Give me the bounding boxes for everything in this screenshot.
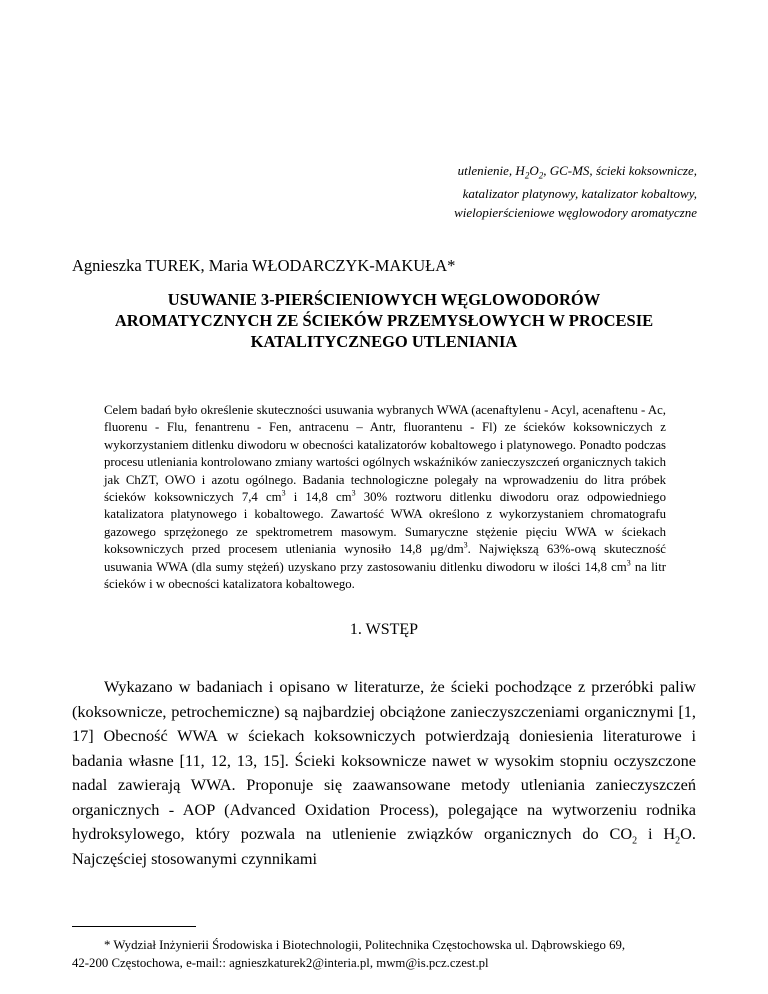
section-heading: 1. WSTĘP: [349, 621, 419, 638]
abstract: Celem badań było określenie skuteczności usuwania wybranych WWA (acenaftylenu - Acyl, acenaftenu - Ac, fluorenu - Flu, fenantrenu - Fen, antracenu – Antr, fluorantenu - Fl) ze ścieków koksowniczych z wykorzystaniem ditlenku diwodoru w obecności katalizatorów kobaltowego i platynowego. Ponadto podczas procesu utleniania kontrolowano zmiany wartości ogólnych wskaźników zanieczyszczeń organicznych takich jak ChZT, OWO i azotu ogólnego. Badania technologiczne polegały na wprowadzeniu do litra próbek ścieków koksowniczych 7,4 $cm^3$ i 14,8 $cm^3$ 30% roztworu ditlenku diwodoru oraz odpowiedniego katalizatora platynowego i kobaltowego. Zawartość WWA określono z wykorzystaniem chromatografu gazowego sprzężonego ze spektrometrem masowym. Sumaryczne stężenie pięciu WWA w ściekach koksowniczych przed procesem utleniania wynosiło 14,8 $\mu g/dm^3$. Największą 63%-ową skuteczność usuwania WWA (dla sumy stężeń) uzyskano przy zastosowaniu ditlenku diwodoru w ilości 14,8 $cm^3$ na litr ścieków i w obecności katalizatora kobaltowego.: [104, 403, 667, 592]
title-line-3: KATALITYCZNEGO UTLENIANIA: [250, 332, 518, 351]
keywords-line-2: katalizator platynowy, katalizator kobaltowy,: [462, 186, 697, 202]
footnote: [72, 937, 696, 972]
title-line-2: AROMATYCZNYCH ZE ŚCIEKÓW PRZEMYSŁOWYCH W PROCESIE: [114, 311, 654, 330]
authors: Agnieszka TUREK, Maria WŁODARCZYK-MAKUŁA*: [72, 256, 456, 275]
keywords-line-3: wielopierścieniowe węglowodory aromatyczne: [454, 204, 697, 220]
footnote-line-1: * Wydział Inżynierii Środowiska i Biotechnologii, Politechnika Częstochowska ul. Dąbrowskiego 69,: [104, 938, 626, 952]
keywords-line-1: utlenienie, $H_2O_2$, GC-MS, ścieki koksownicze,: [457, 163, 697, 181]
intro-paragraph: Wykazano w badaniach i opisano w literaturze, że ścieki pochodzące z przeróbki paliw (koksownicze, petrochemiczne) są najbardziej obciążone zanieczyszczeniami organicznymi [1, 17] Obecność WWA w ściekach koksowniczych potwierdzają doniesienia literaturowe i badania własne [11, 12, 13, 15]. Ścieki koksownicze nawet w wysokim stopniu oczyszczone nadal zawierają WWA. Proponuje się zaawansowane metody utleniania zanieczyszczeń organicznych - AOP (Advanced Oxidation Process), polegające na wytworzeniu rodnika hydroksylowego, który pozwala na utlenienie związków organicznych do $CO_2$ i $H_2O$. Najczęściej stosowanymi czynnikami: [72, 677, 696, 868]
footnote-rule: [72, 926, 196, 927]
keywords: [357, 162, 697, 222]
title-line-1: USUWANIE 3-PIERŚCIENIOWYCH WĘGLOWODORÓW: [167, 290, 601, 309]
paper-title: [72, 289, 696, 352]
footnote-line-2: 42-200 Częstochowa, e-mail:: agnieszkaturek2@interia.pl, mwm@is.pcz.czest.pl: [72, 955, 489, 970]
